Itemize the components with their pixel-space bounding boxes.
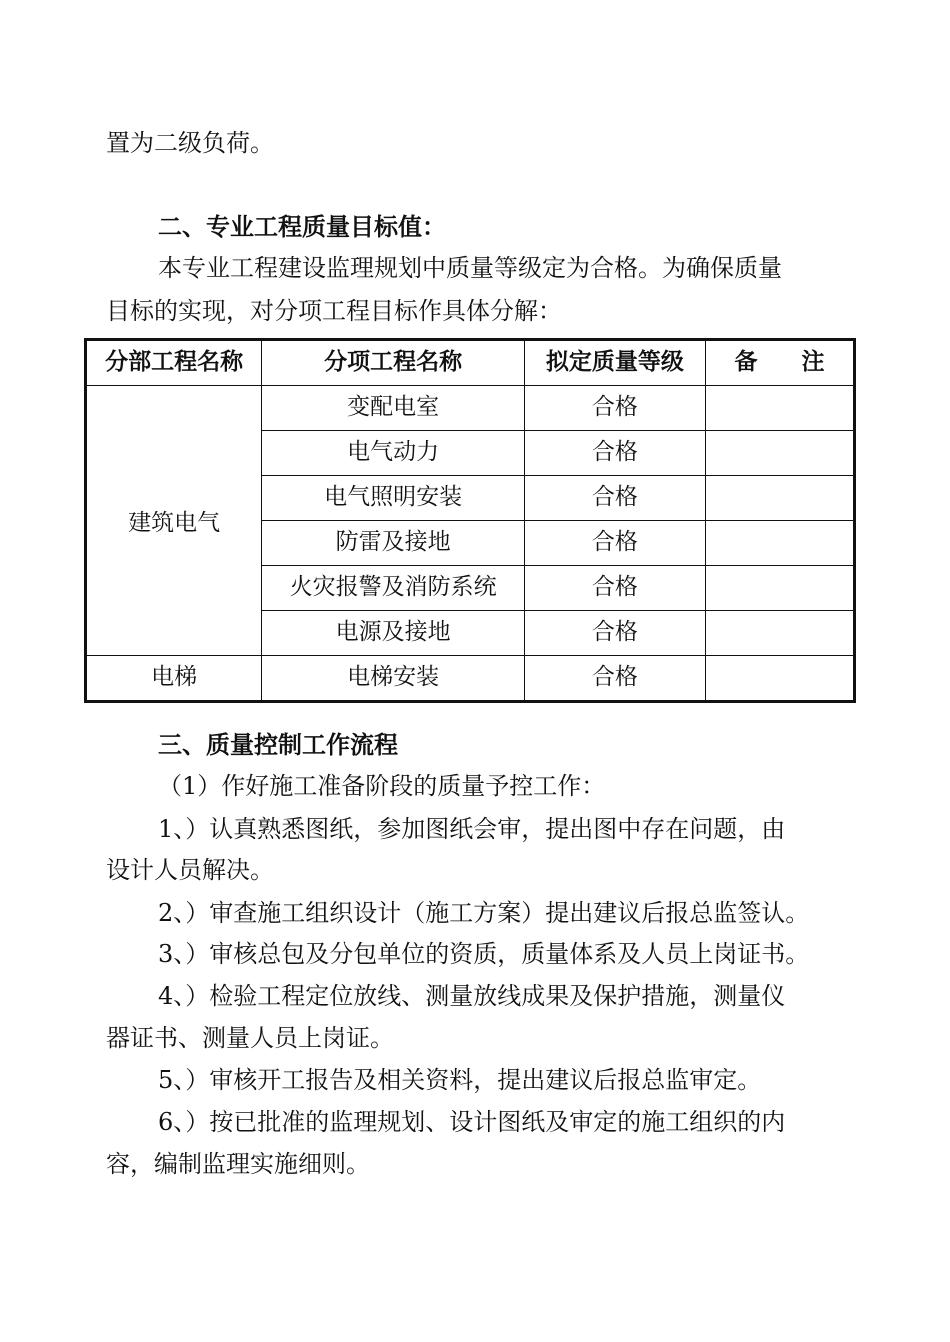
section-2-heading: 二、专业工程质量目标值： xyxy=(158,213,446,241)
header-division: 分部工程名称 xyxy=(86,340,262,386)
section-3-subheading: （1）作好施工准备阶段的质量予控工作： xyxy=(158,772,606,800)
item-1-line-1: 1、）认真熟悉图纸，参加图纸会审，提出图中存在问题，由 xyxy=(158,815,786,843)
item-4-line-2: 器证书、测量人员上岗证。 xyxy=(106,1024,394,1052)
grade-cell: 合格 xyxy=(524,431,705,476)
item-2: 2、）审查施工组织设计（施工方案）提出建议后报总监签认。 xyxy=(158,899,810,927)
item-1-line-2: 设计人员解决。 xyxy=(106,856,274,884)
note-cell xyxy=(706,386,855,431)
grade-cell: 合格 xyxy=(524,566,705,611)
header-note-char-1: 备 xyxy=(734,349,758,375)
header-note xyxy=(706,340,855,386)
note-cell xyxy=(706,521,855,566)
note-cell xyxy=(706,476,855,521)
item-6-line-2: 容，编制监理实施细则。 xyxy=(106,1150,370,1178)
grade-cell: 合格 xyxy=(524,611,705,656)
section-2-paragraph-line-1: 本专业工程建设监理规划中质量等级定为合格。为确保质量 xyxy=(158,254,782,282)
note-cell xyxy=(706,611,855,656)
grade-cell: 合格 xyxy=(524,386,705,431)
item-5: 5、）审核开工报告及相关资料，提出建议后报总监审定。 xyxy=(158,1066,762,1094)
section-3-heading: 三、质量控制工作流程 xyxy=(158,731,398,759)
header-note-char-2: 注 xyxy=(801,349,825,375)
grade-cell: 合格 xyxy=(524,656,705,702)
item-cell: 防雷及接地 xyxy=(262,521,524,566)
item-cell: 电气动力 xyxy=(262,431,524,476)
division-cell: 电梯 xyxy=(86,656,262,702)
grade-cell: 合格 xyxy=(524,476,705,521)
item-cell: 火灾报警及消防系统 xyxy=(262,566,524,611)
item-3: 3、）审核总包及分包单位的资质，质量体系及人员上岗证书。 xyxy=(158,940,810,968)
table-header-row xyxy=(86,340,855,386)
grade-cell: 合格 xyxy=(524,521,705,566)
table-row xyxy=(86,656,855,702)
quality-target-table xyxy=(84,338,856,703)
item-cell: 变配电室 xyxy=(262,386,524,431)
item-4-line-1: 4、）检验工程定位放线、测量放线成果及保护措施，测量仪 xyxy=(158,982,786,1010)
item-cell: 电梯安装 xyxy=(262,656,524,702)
item-cell: 电源及接地 xyxy=(262,611,524,656)
header-grade: 拟定质量等级 xyxy=(524,340,705,386)
note-cell xyxy=(706,431,855,476)
note-cell xyxy=(706,656,855,702)
table-row xyxy=(86,386,855,431)
division-cell: 建筑电气 xyxy=(86,386,262,656)
note-cell xyxy=(706,566,855,611)
continued-text-line: 置为二级负荷。 xyxy=(106,129,274,157)
item-6-line-1: 6、）按已批准的监理规划、设计图纸及审定的施工组织的内 xyxy=(158,1108,786,1136)
section-2-paragraph-line-2: 目标的实现，对分项工程目标作具体分解： xyxy=(106,297,562,325)
header-item: 分项工程名称 xyxy=(262,340,524,386)
item-cell: 电气照明安装 xyxy=(262,476,524,521)
